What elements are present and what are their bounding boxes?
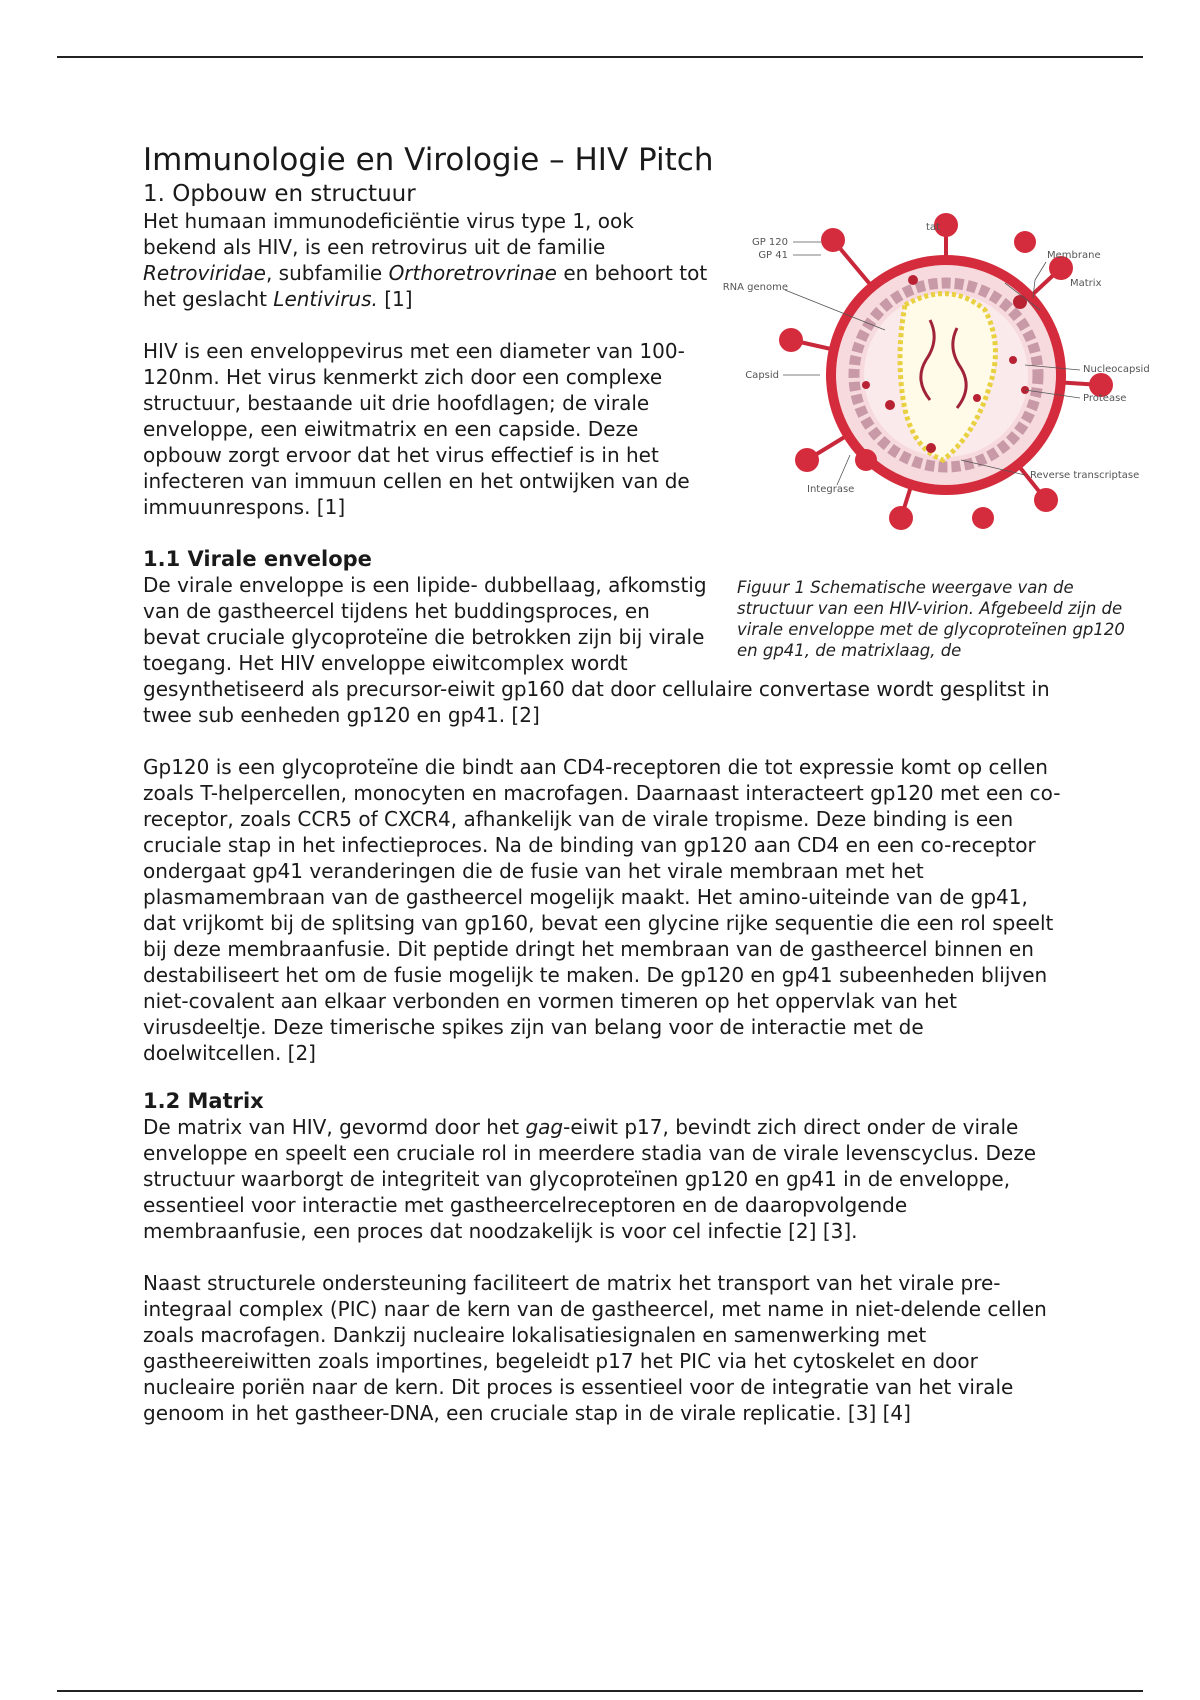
label-rna-genome: RNA genome — [722, 282, 788, 293]
paragraph-envelope: De virale enveloppe is een lipide- dubbellaag, afkomstig van de gastheercel tijdens het buddingsproces, en bevat cruciale glycoproteïne die betrokken zijn bij virale toegang. Het HIV enveloppe eiwitcomplex wordt gesynthetiseerd als precursor-eiwit gp160 dat door cellulaire convertase wordt gesplitst in twee sub eenheden gp120 en gp41. [2] — [143, 573, 1050, 727]
label-nucleocapsid: Nucleocapsid — [1083, 364, 1150, 375]
figure-caption: Figuur 1 Schematische weergave van de structuur van een HIV-virion. Afgebeeld zijn de virale enveloppe met de glycoproteïnen gp120 en gp41, de matrixlaag, de — [737, 578, 1125, 660]
taxon-subfamily: Orthoretrovrinae — [388, 261, 557, 285]
hiv-virion-diagram — [722, 210, 1155, 540]
label-membrane: Membrane — [1047, 250, 1101, 261]
label-protease: Protease — [1083, 393, 1127, 404]
label-gp41: GP 41 — [758, 250, 788, 261]
paragraph-transport: Naast structurele ondersteuning faciliteert de matrix het transport van het virale pre-integraal complex (PIC) naar de kern van de gastheercel, met name in niet-delende cellen zoals macrofagen. Dankzij nucleaire lokalisatiesignalen en samenwerking met gastheereiwitten zoals importines, begeleidt p17 het PIC via het cytoskelet en door nucleaire poriën naar de kern. Dit proces is essentieel voor de integratie van het virale genoom in het gastheer-DNA, een cruciale stap in de virale replicatie. [3] [4] — [143, 1271, 1047, 1425]
paragraph-matrix: De matrix van HIV, gevormd door het gag-eiwit p17, bevindt zich direct onder de virale enveloppe en speelt een cruciale rol in meerdere stadia van de virale levenscyclus. Deze structuur waarborgt de integriteit van glycoproteïnen gp120 en gp41 in de enveloppe, essentieel voor interactie met gastheercelreceptoren en de daaropvolgende membraanfusie, een proces dat noodzakelijk is voor cel infectie [2] [3]. — [143, 1115, 1037, 1243]
section-heading-envelope: 1.1 Virale envelope — [143, 547, 372, 571]
section-heading-matrix: 1.2 Matrix — [143, 1089, 264, 1113]
label-gp120: GP 120 — [751, 237, 788, 248]
section-heading-opbouw: 1. Opbouw en structuur — [143, 181, 416, 207]
footer-rule — [57, 1690, 1143, 1692]
header-rule — [57, 56, 1143, 58]
document-title: Immunologie en Virologie – HIV Pitch — [143, 142, 714, 178]
label-reverse-transcriptase: Reverse transcriptase — [1030, 470, 1140, 481]
paragraph-intro: Het humaan immunodeficiëntie virus type 1, ook bekend als HIV, is een retrovirus uit de familie Retroviridae, subfamilie Orthoretrovrinae en behoort tot het geslacht Lentivirus. [1] — [143, 209, 708, 311]
gag-gene: gag — [525, 1115, 564, 1139]
label-matrix: Matrix — [1070, 278, 1102, 289]
label-integrase: Integrase — [807, 484, 855, 495]
taxon-genus: Lentivirus. — [273, 287, 378, 311]
paragraph-gp120: Gp120 is een glycoproteïne die bindt aan CD4-receptoren die tot expressie komt op cellen zoals T-helpercellen, monocyten en macrofagen. Daarnaast interacteert gp120 met een co-receptor, zoals CCR5 of CXCR4, afhankelijk van de virale tropisme. Deze binding is een cruciale stap in het infectieproces. Na de binding van gp120 aan CD4 en een co-receptor ondergaat gp41 veranderingen die de fusie van het virale membraan met het plasmamembraan van de gastheercel mogelijk maakt. Het amino-uiteinde van de gp41, dat vrijkomt bij de splitsing van gp160, bevat een glycine rijke sequentie die een rol speelt bij deze membraanfusie. Dit peptide dringt het membraan van de gastheercel binnen en destabiliseert het om de fusie mogelijk te maken. De gp120 en gp41 subeenheden blijven niet-covalent aan elkaar verbonden en vormen timeren op het oppervlak van het virusdeeltje. Deze timerische spikes zijn van belang voor de interactie met de doelwitcellen. [2] — [143, 755, 1061, 1065]
paragraph-structure: HIV is een enveloppevirus met een diameter van 100-120nm. Het virus kenmerkt zich door een complexe structuur, bestaande uit drie hoofdlagen; de virale enveloppe, een eiwitmatrix en een capside. Deze opbouw zorgt ervoor dat het virus effectief is in het infecteren van immuun cellen en het ontwijken van de immuunrespons. [1] — [143, 339, 690, 519]
taxon-family: Retroviridae — [143, 261, 266, 285]
label-tat: tat — [926, 222, 940, 233]
label-capsid: Capsid — [745, 370, 779, 381]
